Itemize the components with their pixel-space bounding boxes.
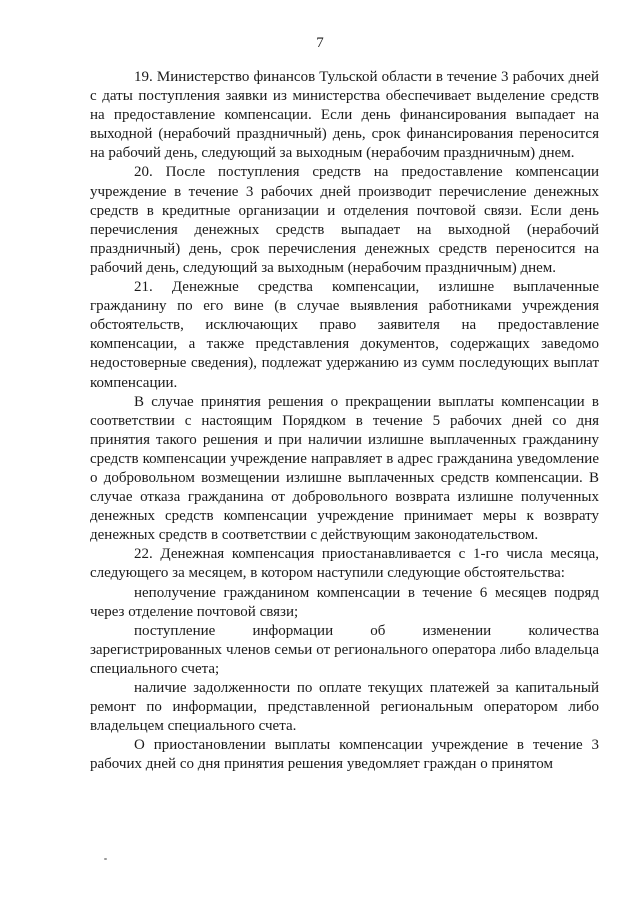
paragraph-20: 20. После поступления средств на предоставление компенсации учреждение в течение 3 рабочих дней производит перечисление денежных средств в кредитные организации и отделения почтовой связи. Если день перечисления денежных средств выпадает на выходной (нерабочий праздничный) день, срок перечисления денежных средств переносится на рабочий день, следующий за выходным (нерабочим праздничным) днем. <box>90 164 599 276</box>
paragraph-termination-refund: В случае принятия решения о прекращении выплаты компенсации в соответствии с настоящим Порядком в течение 5 рабочих дней со дня принятия такого решения и при наличии излишне выплаченных гражданину средств компенсации учреждение направляет в адрес гражданина уведомление о добровольном возмещении излишне выплаченных средств компенсации. В случае отказа гражданина от добровольного возврата излишне полученных денежных средств компенсации учреждение принимает меры к возврату денежных средств в соответствии с действующим законодательством. <box>90 393 599 544</box>
list-item-debt: наличие задолженности по оплате текущих платежей за капитальный ремонт по информации, представленной региональным оператором либо владельцем специального счета. <box>90 680 599 735</box>
page-number: 7 <box>316 35 324 51</box>
paragraph-21: 21. Денежные средства компенсации, излишне выплаченные гражданину по его вине (в случае выявления работниками учреждения обстоятельств, исключающих право заявителя на предоставление компенсации, а также представления документов, содержащих заведомо недостоверные сведения), подлежат удержанию из сумм последующих выплат компенсации. <box>90 279 599 391</box>
paragraph-22: 22. Денежная компенсация приостанавливается с 1-го числа месяца, следующего за месяцем, в котором наступили следующие обстоятельства: <box>90 546 599 582</box>
document-body <box>90 68 599 774</box>
paragraph-19: 19. Министерство финансов Тульской области в течение 3 рабочих дней с даты поступления заявки из министерства обеспечивает выделение средств на предоставление компенсации. Если день финансирования выпадает на выходной (нерабочий праздничный) день, срок финансирования переносится на рабочий день, следующий за выходным (нерабочим праздничным) днем. <box>90 69 599 162</box>
list-item-member-change: поступление информации об изменении количества зарегистрированных членов семьи от регионального оператора либо владельца специального счета; <box>90 622 599 677</box>
scan-speck <box>104 858 107 860</box>
list-item-non-receipt: неполучение гражданином компенсации в течение 6 месяцев подряд через отделение почтовой связи; <box>90 584 599 620</box>
paragraph-suspension-notice: О приостановлении выплаты компенсации учреждение в течение 3 рабочих дней со дня принятия решения уведомляет граждан о принятом <box>90 737 599 773</box>
